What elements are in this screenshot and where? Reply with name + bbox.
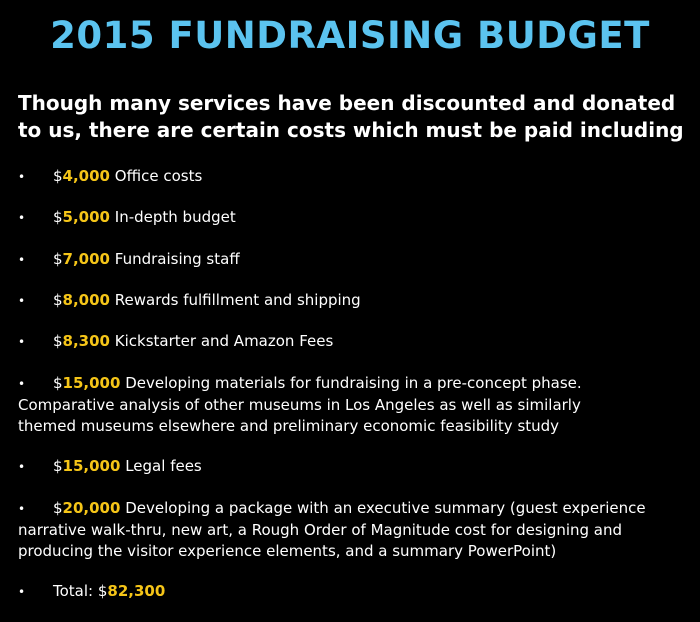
currency-symbol: $: [53, 208, 63, 226]
currency-symbol: $: [53, 167, 63, 185]
item-amount: 15,000: [62, 457, 121, 475]
item-amount: 5,000: [62, 208, 110, 226]
list-item: [18, 331, 696, 353]
item-description: Kickstarter and Amazon Fees: [114, 332, 334, 350]
intro-line-2: to us, there are certain costs which must be paid including: [18, 118, 684, 142]
bullet: •: [18, 335, 26, 349]
total-amount: 82,300: [107, 582, 166, 600]
bullet: •: [18, 377, 26, 391]
page-title: 2015 FUNDRAISING BUDGET: [50, 14, 650, 57]
list-item: [18, 498, 696, 562]
item-amount: 4,000: [62, 167, 110, 185]
currency-symbol: $: [97, 582, 108, 600]
list-item: [18, 290, 696, 312]
item-description-line-2: narrative walk-thru, new art, a Rough Order of Magnitude cost for designing and: [18, 521, 623, 539]
item-amount: 8,000: [62, 291, 110, 309]
item-description: In-depth budget: [114, 208, 236, 226]
item-description: Developing a package with an executive summary (guest experience: [125, 499, 646, 517]
list-item: [18, 166, 696, 188]
item-description: Developing materials for fundraising in a pre-concept phase.: [125, 374, 582, 392]
currency-symbol: $: [53, 374, 63, 392]
item-amount: 7,000: [62, 250, 110, 268]
intro-line-1: Though many services have been discounted and donated: [18, 91, 676, 115]
bullet: •: [18, 585, 26, 599]
list-item: [18, 373, 696, 437]
currency-symbol: $: [53, 291, 63, 309]
bullet: •: [18, 170, 26, 184]
list-item: [18, 456, 696, 478]
item-description: Legal fees: [125, 457, 202, 475]
list-item: [18, 207, 696, 229]
item-amount: 15,000: [62, 374, 121, 392]
bullet: •: [18, 502, 26, 516]
item-amount: 8,300: [62, 332, 110, 350]
item-description-line-3: themed museums elsewhere and preliminary economic feasibility study: [18, 417, 560, 435]
item-description-line-3: producing the visitor experience elements, and a summary PowerPoint): [18, 542, 557, 560]
bullet: •: [18, 460, 26, 474]
item-description: Fundraising staff: [114, 250, 240, 268]
currency-symbol: $: [53, 332, 63, 350]
bullet: •: [18, 211, 26, 225]
list-item: [18, 249, 696, 271]
currency-symbol: $: [53, 499, 63, 517]
item-amount: 20,000: [62, 499, 121, 517]
item-description-line-2: Comparative analysis of other museums in Los Angeles as well as similarly: [18, 396, 581, 414]
currency-symbol: $: [53, 250, 63, 268]
total-label: Total:: [53, 582, 94, 600]
currency-symbol: $: [53, 457, 63, 475]
bullet: •: [18, 294, 26, 308]
item-description: Office costs: [114, 167, 203, 185]
bullet: •: [18, 253, 26, 267]
total-item: [18, 581, 696, 603]
item-description: Rewards fulfillment and shipping: [114, 291, 361, 309]
